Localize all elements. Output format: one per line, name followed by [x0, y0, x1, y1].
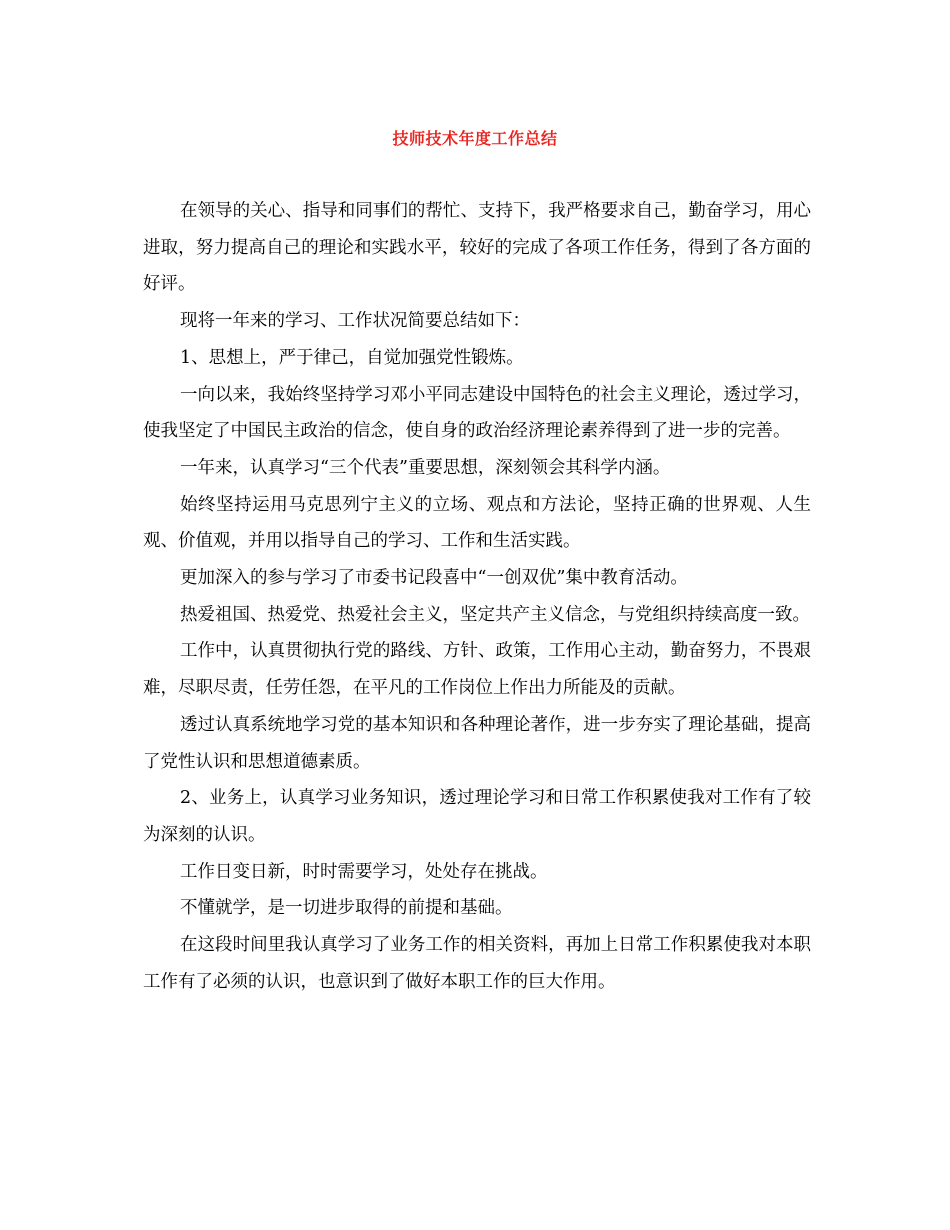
paragraph-section-2-heading: 2、业务上，认真学习业务知识，透过理论学习和日常工作积累使我对工作有了较为深刻的认识。 — [143, 788, 811, 845]
paragraph-daily-learning: 工作日变日新，时时需要学习，处处存在挑战。 — [180, 861, 548, 882]
document-body — [143, 193, 811, 1000]
paragraph-learn-basis: 不懂就学，是一切进步取得的前提和基础。 — [180, 898, 513, 919]
paragraph-work-attitude: 工作中，认真贯彻执行党的路线、方针、政策，工作用心主动，勤奋努力，不畏艰难，尽职尽责，任劳任怨，在平凡的工作岗位上作出力所能及的贡献。 — [143, 641, 811, 699]
paragraph-party-knowledge: 透过认真系统地学习党的基本知识和各种理论著作，进一步夯实了理论基础，提高了党性认识和思想道德素质。 — [143, 714, 811, 772]
paragraph-three-represents: 一年来，认真学习“三个代表”重要思想，深刻领会其科学内涵。 — [180, 457, 671, 478]
paragraph-worldview: 始终坚持运用马克思列宁主义的立场、观点和方法论，坚持正确的世界观、人生观、价值观，并用以指导自己的学习、工作和生活实践。 — [143, 494, 811, 552]
paragraph-theory-study: 一向以来，我始终坚持学习邓小平同志建设中国特色的社会主义理论，透过学习，使我坚定了中国民主政治的信念，使自身的政治经济理论素养得到了进一步的完善。 — [143, 384, 811, 442]
paragraph-patriotism: 热爱祖国、热爱党、热爱社会主义，坚定共产主义信念，与党组织持续高度一致。 — [180, 604, 810, 625]
paragraph-section-1-heading: 1、思想上，严于律己，自觉加强党性锻炼。 — [180, 347, 524, 368]
paragraph-summary-lead: 现将一年来的学习、工作状况简要总结如下： — [180, 311, 530, 332]
document-title: 技师技术年度工作总结 — [392, 129, 558, 148]
paragraph-education-activity: 更加深入的参与学习了市委书记段喜中“一创双优”集中教育活动。 — [180, 568, 688, 589]
paragraph-job-understanding: 在这段时间里我认真学习了业务工作的相关资料，再加上日常工作积累使我对本职工作有了必须的认识，也意识到了做好本职工作的巨大作用。 — [143, 935, 811, 992]
paragraph-intro: 在领导的关心、指导和同事们的帮忙、支持下，我严格要求自己，勤奋学习，用心进取，努力提高自己的理论和实践水平，较好的完成了各项工作任务，得到了各方面的好评。 — [143, 201, 811, 295]
